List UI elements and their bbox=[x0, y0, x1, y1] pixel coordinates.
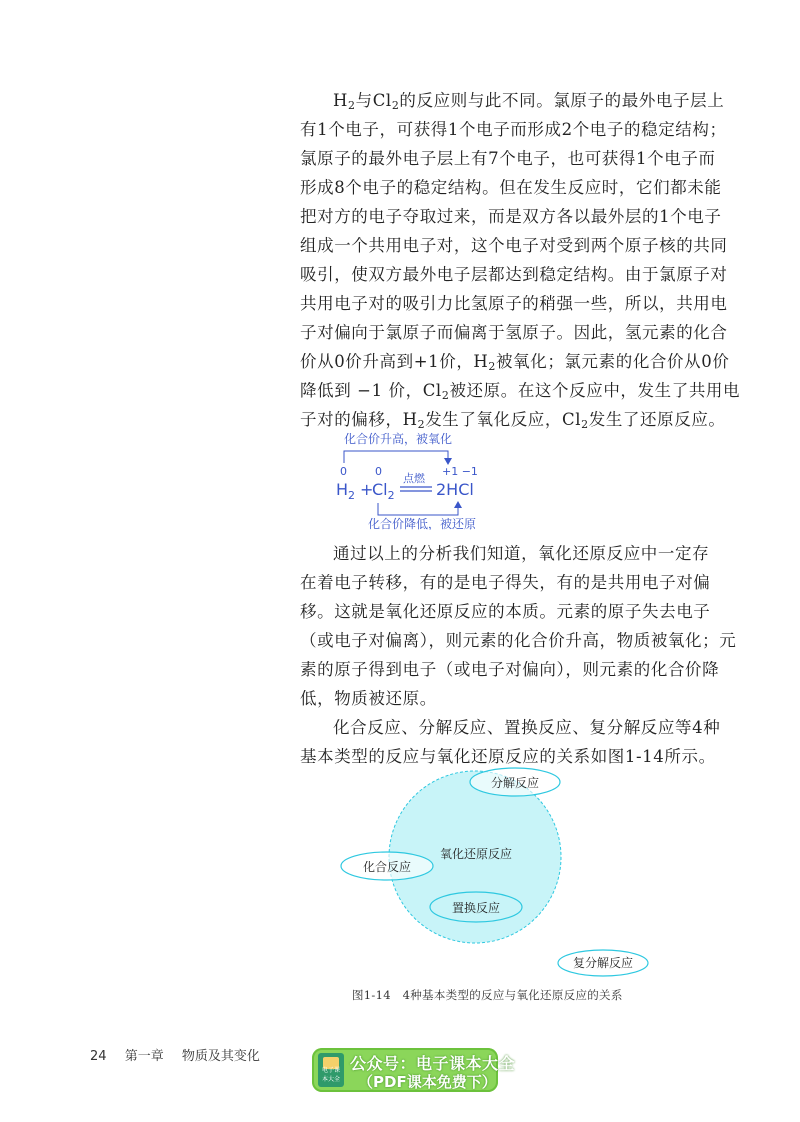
text-line: 共用电子对的吸引力比氢原子的稍强一些，所以，共用电 bbox=[300, 294, 728, 313]
oxidation-label: 化合价升高，被氧化 bbox=[344, 432, 453, 446]
text-line: 化合反应、分解反应、置换反应、复分解反应等4种 bbox=[333, 718, 721, 737]
plus-sign: + bbox=[360, 480, 374, 499]
reduction-bracket bbox=[378, 503, 458, 515]
text-line: 吸引，使双方最外电子层都达到稳定结构。由于氯原子对 bbox=[300, 265, 728, 284]
product-hcl: 2HCl bbox=[436, 480, 474, 499]
text-line: 移。这就是氧化还原反应的本质。元素的原子失去电子 bbox=[300, 602, 711, 621]
text-line: 降低到 −1 价，$Cl_2$被还原。在这个反应中，发生了共用电 bbox=[300, 381, 741, 402]
text-line: $H_2$与$Cl_2$的反应则与此不同。氯原子的最外电子层上 bbox=[333, 91, 725, 112]
text-line: 形成8个电子的稳定结构。但在发生反应时，它们都未能 bbox=[300, 178, 722, 197]
text-line: 基本类型的反应与氧化还原反应的关系如图1-14所示。 bbox=[300, 747, 716, 766]
reaction-condition: 点燃 bbox=[403, 472, 425, 485]
reactant-h2: $H_2$ bbox=[336, 480, 356, 502]
book-icon: 电子课本大全 bbox=[318, 1053, 344, 1087]
paragraph-1 bbox=[300, 86, 741, 434]
chapter-title: 物质及其变化 bbox=[181, 1049, 260, 1064]
text-line: 子对的偏移，$H_2$发生了氧化反应，$Cl_2$发生了还原反应。 bbox=[300, 410, 726, 431]
text-line: 在着电子转移，有的是电子得失，有的是共用电子对偏 bbox=[300, 573, 711, 592]
figure-caption: 图1-14 4种基本类型的反应与氧化还原反应的关系 bbox=[352, 988, 623, 1002]
watermark-line-1: 公众号：电子课本大全 bbox=[350, 1054, 516, 1073]
text-line: 有1个电子，可获得1个电子而形成2个电子的稳定结构； bbox=[300, 120, 727, 139]
text-line: 子对偏向于氯原子而偏离于氢原子。因此，氢元素的化合 bbox=[300, 323, 728, 342]
reduction-arrowhead bbox=[454, 501, 462, 508]
watermark-line-2: （PDF课本免费下） bbox=[358, 1073, 497, 1091]
watermark-badge bbox=[312, 1048, 516, 1092]
redox-equation-figure bbox=[320, 425, 540, 530]
ox-state-products: +1 −1 bbox=[442, 465, 478, 478]
text-line: 把对方的电子夺取过来，而是双方各以最外层的1个电子 bbox=[300, 207, 722, 226]
decomposition-label: 分解反应 bbox=[491, 776, 540, 790]
text-line: 素的原子得到电子（或电子对偏向），则元素的化合价降 bbox=[300, 660, 720, 679]
page-footer bbox=[90, 1045, 274, 1064]
text-line: 通过以上的分析我们知道，氧化还原反应中一定存 bbox=[333, 544, 710, 563]
oxidation-arrowhead bbox=[444, 458, 452, 465]
redox-label: 氧化还原反应 bbox=[440, 847, 513, 861]
reactant-cl2: $Cl_2$ bbox=[372, 480, 395, 502]
text-line: 价从0价升高到+1价，$H_2$被氧化；氯元素的化合价从0价 bbox=[300, 352, 730, 373]
oxidation-bracket bbox=[344, 451, 448, 463]
reaction-types-diagram bbox=[330, 760, 660, 985]
double-displacement-label: 复分解反应 bbox=[573, 956, 634, 970]
ox-state-h: 0 bbox=[340, 465, 347, 478]
text-line: 氯原子的最外电子层上有7个电子，也可获得1个电子而 bbox=[300, 149, 716, 168]
text-line: 低，物质被还原。 bbox=[300, 689, 437, 708]
paragraph-2 bbox=[300, 539, 737, 713]
text-line: 组成一个共用电子对，这个电子对受到两个原子核的共同 bbox=[300, 236, 728, 255]
page-number: 24 bbox=[90, 1049, 107, 1064]
text-line: （或电子对偏离），则元素的化合价升高，物质被氧化；元 bbox=[300, 631, 737, 650]
ox-state-cl: 0 bbox=[375, 465, 382, 478]
combination-label: 化合反应 bbox=[363, 860, 412, 874]
chapter-label: 第一章 bbox=[124, 1049, 164, 1064]
displacement-label: 置换反应 bbox=[452, 901, 501, 915]
reduction-label: 化合价降低，被还原 bbox=[368, 517, 477, 530]
